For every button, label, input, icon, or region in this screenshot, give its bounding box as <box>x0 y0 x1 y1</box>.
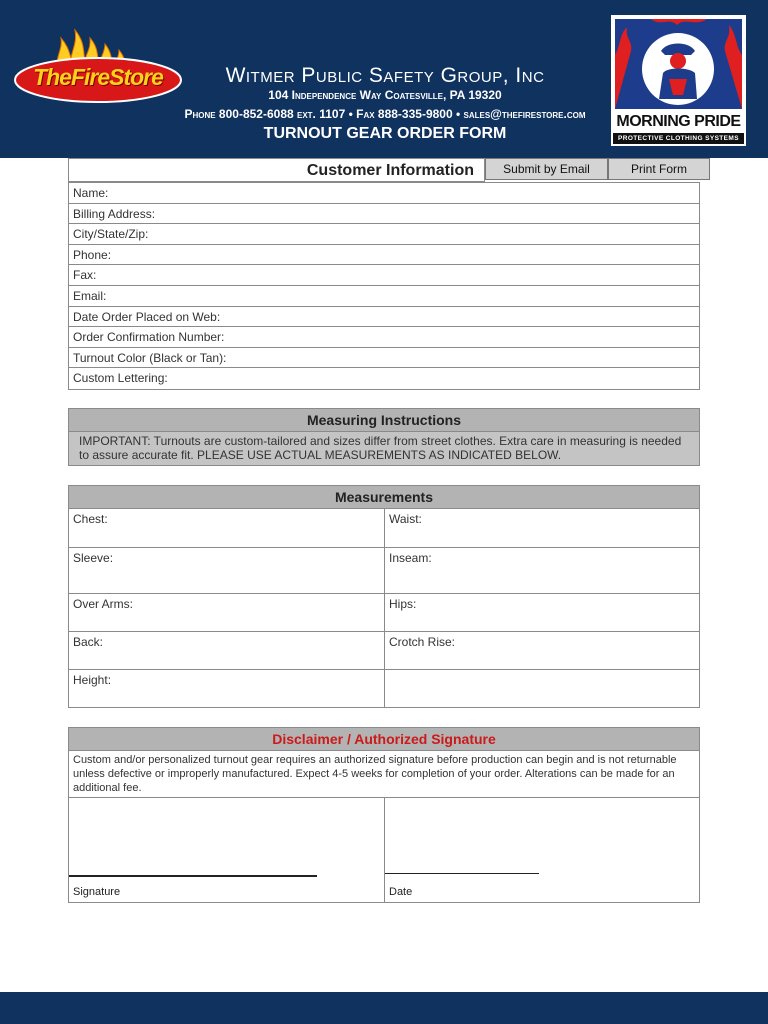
company-name: Witmer Public Safety Group, Inc <box>225 64 545 87</box>
date-label: Date <box>389 886 413 898</box>
customer-field-label: Date Order Placed on Web: <box>73 309 221 324</box>
measurements-title: Measurements <box>68 485 700 509</box>
customer-field-row[interactable] <box>69 307 699 328</box>
measurement-label: Inseam: <box>389 551 432 565</box>
signature-area <box>68 797 700 903</box>
customer-field-row[interactable] <box>69 245 699 266</box>
measurement-label: Back: <box>73 635 104 649</box>
measuring-instructions-title: Measuring Instructions <box>68 408 700 432</box>
customer-field-label: Billing Address: <box>73 206 156 221</box>
print-form-button[interactable]: Print Form <box>608 158 710 180</box>
morning-pride-wordmark: MORNING PRIDE <box>616 113 741 130</box>
measurement-cell-right[interactable] <box>385 594 699 632</box>
morning-pride-tagline: PROTECTIVE CLOTHING SYSTEMS <box>613 133 744 144</box>
measurement-cell-right[interactable] <box>385 632 699 670</box>
customer-field-row[interactable] <box>69 286 699 307</box>
customer-info-title: Customer Information <box>68 158 485 182</box>
measurement-cell-right[interactable] <box>385 548 699 594</box>
customer-field-row[interactable] <box>69 183 699 204</box>
measurement-label: Height: <box>73 673 112 687</box>
measurement-cell-left[interactable] <box>69 509 384 548</box>
measurement-label: Chest: <box>73 512 108 526</box>
form-title: TURNOUT GEAR ORDER FORM <box>263 125 507 142</box>
disclaimer-title: Disclaimer / Authorized Signature <box>68 727 700 751</box>
measurement-cell-left[interactable] <box>69 548 384 594</box>
customer-field-label: Email: <box>73 289 107 303</box>
signature-divider <box>384 798 385 902</box>
measurement-cell-left[interactable] <box>69 594 384 632</box>
measurement-cell-right[interactable] <box>385 670 699 707</box>
customer-field-label: Order Confirmation Number: <box>73 330 225 345</box>
customer-field-label: Name: <box>73 186 109 200</box>
measurements-table <box>68 508 700 708</box>
company-address: 104 Independence Way Coatesville, PA 19320 <box>268 88 502 102</box>
submit-by-email-button[interactable]: Submit by Email <box>485 158 608 180</box>
measurement-cell-right[interactable] <box>385 509 699 548</box>
customer-field-row[interactable] <box>69 348 699 369</box>
customer-field-label: City/State/Zip: <box>73 227 149 242</box>
customer-field-row[interactable] <box>69 204 699 225</box>
morning-pride-logo <box>611 15 746 146</box>
customer-field-row[interactable] <box>69 265 699 286</box>
customer-info-table <box>68 182 700 390</box>
thefirestore-logo <box>13 28 183 106</box>
thefirestore-wordmark: TheFireStore <box>33 64 163 90</box>
customer-field-label: Custom Lettering: <box>73 371 168 386</box>
measurement-cell-left[interactable] <box>69 670 384 707</box>
measurement-label: Sleeve: <box>73 551 114 565</box>
customer-field-row[interactable] <box>69 368 699 389</box>
company-contact: Phone 800-852-6088 ext. 1107 • Fax 888-335-9800 • sales@thefirestore.com <box>184 107 586 121</box>
measuring-instructions-text: IMPORTANT: Turnouts are custom-tailored and sizes differ from street clothes. Extra care in measuring is needed to assure accurate fit. PLEASE USE ACTUAL MEASUREMENTS AS INDICATED BELOW. <box>68 431 700 466</box>
measurement-label: Over Arms: <box>73 597 134 611</box>
customer-field-row[interactable] <box>69 224 699 245</box>
customer-field-row[interactable] <box>69 327 699 348</box>
measurement-cell-left[interactable] <box>69 632 384 670</box>
customer-field-label: Turnout Color (Black or Tan): <box>73 350 227 365</box>
firefighter-emblem-icon <box>611 15 746 113</box>
signature-line[interactable] <box>69 875 317 877</box>
footer-bar <box>0 992 768 1024</box>
customer-field-label: Phone: <box>73 247 112 262</box>
customer-field-label: Fax: <box>73 268 97 283</box>
measurement-label: Crotch Rise: <box>389 635 456 649</box>
disclaimer-text: Custom and/or personalized turnout gear requires an authorized signature before production can begin and is not returnable unless defective or improperly manufactured. Expect 4-5 weeks for completion of your order. Alterations can be made for an additional fee. <box>68 750 700 798</box>
measurement-label: Hips: <box>389 597 417 611</box>
signature-label: Signature <box>73 886 121 898</box>
measurement-label: Waist: <box>389 512 422 526</box>
date-line[interactable] <box>385 873 539 874</box>
